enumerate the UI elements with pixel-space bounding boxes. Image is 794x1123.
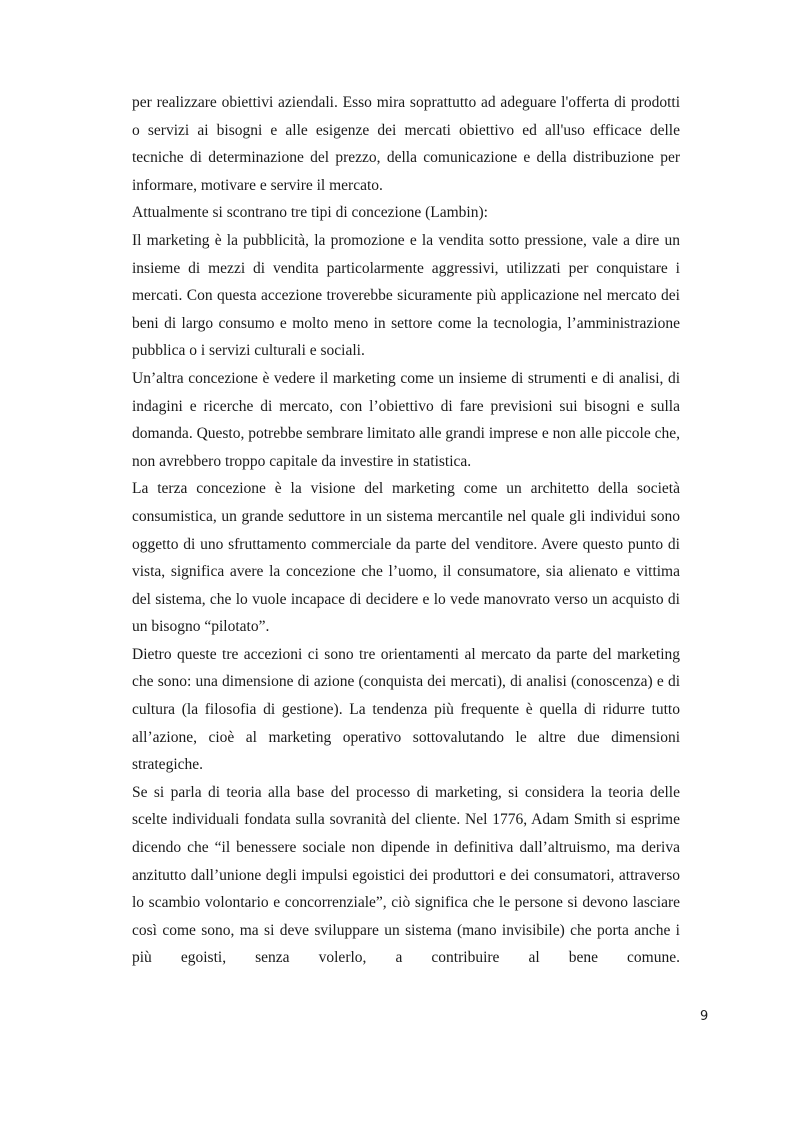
paragraph-7: Se si parla di teoria alla base del processo di marketing, si considera la teoria delle scelte individuali fondata sulla sovranità del cliente. Nel 1776, Adam Smith si esprime dicendo che “il benessere sociale non dipende in definitiva dall’altruismo, ma deriva anzitutto dall’unione degli impulsi egoistici dei produttori e dei consumatori, attraverso lo scambio volontario e concorrenziale”, ciò significa che le persone si devono lasciare così come sono, ma si deve sviluppare un sistema (mano invisibile) che porta anche i più egoisti, senza volerlo, a contribuire al bene comune. [132, 783, 680, 967]
paragraph-2: Attualmente si scontrano tre tipi di concezione (Lambin): [132, 204, 488, 222]
paragraph-1: per realizzare obiettivi aziendali. Esso mira soprattutto ad adeguare l'offerta di prodotti o servizi ai bisogni e alle esigenze dei mercati obiettivo ed all'uso efficace delle tecniche di determinazione del prezzo, della comunicazione e della distribuzione per informare, motivare e servire il mercato. [132, 94, 680, 194]
page-number: 9 [700, 1009, 709, 1024]
body-text [132, 89, 680, 972]
paragraph-3: Il marketing è la pubblicità, la promozione e la vendita sotto pressione, vale a dire un insieme di mezzi di vendita particolarmente aggressivi, utilizzati per conquistare i mercati. Con questa accezione troverebbe sicuramente più applicazione nel mercato dei beni di largo consumo e molto meno in settore come la tecnologia, l’amministrazione pubblica o i servizi culturali e sociali. [132, 231, 680, 360]
paragraph-5: La terza concezione è la visione del marketing come un architetto della società consumistica, un grande seduttore in un sistema mercantile nel quale gli individui sono oggetto di uno sfruttamento commerciale da parte del venditore. Avere questo punto di vista, significa avere la concezione che l’uomo, il consumatore, sia alienato e vittima del sistema, che lo vuole incapace di decidere e lo vede manovrato verso un acquisto di un bisogno “pilotato”. [132, 480, 680, 636]
paragraph-6: Dietro queste tre accezioni ci sono tre orientamenti al mercato da parte del marketing che sono: una dimensione di azione (conquista dei mercati), di analisi (conoscenza) e di cultura (la filosofia di gestione). La tendenza più frequente è quella di ridurre tutto all’azione, cioè al marketing operativo sottovalutando le altre due dimensioni strategiche. [132, 645, 680, 774]
paragraph-4: Un’altra concezione è vedere il marketing come un insieme di strumenti e di analisi, di indagini e ricerche di mercato, con l’obiettivo di fare previsioni sui bisogni e sulla domanda. Questo, potrebbe sembrare limitato alle grandi imprese e non alle piccole che, non avrebbero troppo capitale da investire in statistica. [132, 369, 680, 470]
